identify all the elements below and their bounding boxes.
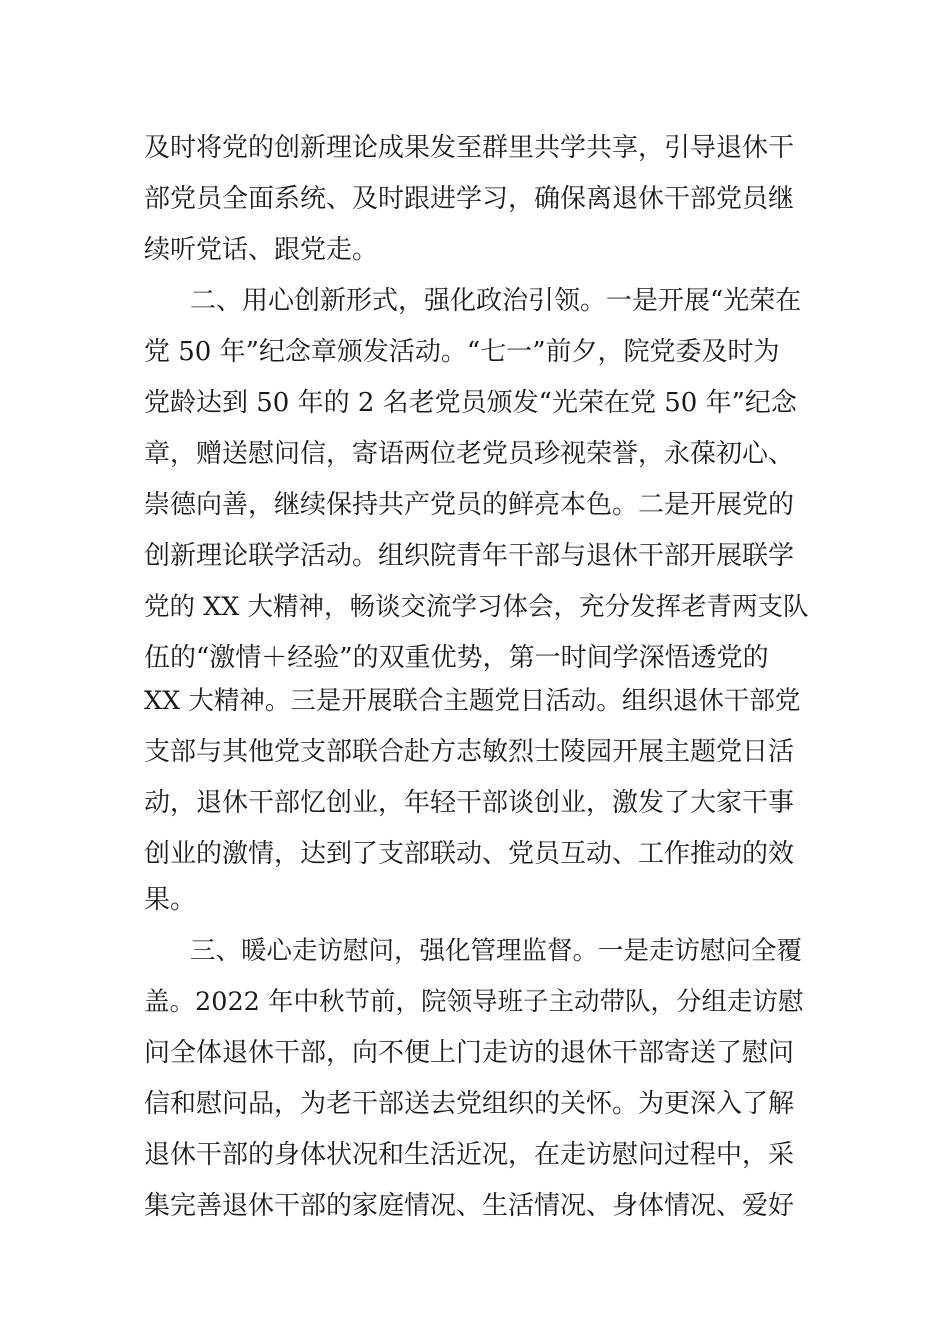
text-line: 党 50 年”纪念章颁发活动。“七一”前夕，院党委及时为	[144, 337, 780, 367]
text-line: 伍的“激情＋经验”的双重优势，第一时间学深悟透党的	[144, 643, 769, 673]
text-line: 崇德向善，继续保持共产党员的鲜亮本色。二是开展党的	[144, 490, 795, 520]
text-line: 信和慰问品，为老干部送去党组织的关怀。为更深入了解	[144, 1089, 795, 1119]
text-line: 党的 XX 大精神，畅谈交流学习体会，充分发挥老青两支队	[144, 592, 809, 622]
text-line: 果。	[144, 885, 197, 915]
paragraph-start-line: 三、暖心走访慰问，强化管理监督。一是走访慰问全覆	[190, 936, 803, 966]
text-line: 党龄达到 50 年的 2 名老党员颁发“光荣在党 50 年”纪念	[144, 388, 797, 418]
text-line: 部党员全面系统、及时跟进学习，确保离退休干部党员继	[144, 184, 795, 214]
text-line: 动，退休干部忆创业，年轻干部谈创业，激发了大家干事	[144, 788, 795, 818]
text-line: 章，赠送慰问信，寄语两位老党员珍视荣誉，永葆初心、	[144, 439, 795, 469]
text-line: XX 大精神。三是开展联合主题党日活动。组织退休干部党	[144, 686, 801, 716]
text-line: 退休干部的身体状况和生活近况，在走访慰问过程中，采	[144, 1140, 795, 1170]
text-line: 创业的激情，达到了支部联动、党员互动、工作推动的效	[144, 839, 795, 869]
text-line: 问全体退休干部，向不便上门走访的退休干部寄送了慰问	[144, 1038, 795, 1068]
text-line: 盖。2022 年中秋节前，院领导班子主动带队，分组走访慰	[144, 987, 804, 1017]
text-line: 及时将党的创新理论成果发至群里共学共享，引导退休干	[144, 133, 795, 163]
text-line: 集完善退休干部的家庭情况、生活情况、身体情况、爱好	[144, 1191, 795, 1221]
text-line: 支部与其他党支部联合赴方志敏烈士陵园开展主题党日活	[144, 737, 795, 767]
text-line: 创新理论联学活动。组织院青年干部与退休干部开展联学	[144, 541, 795, 571]
paragraph-start-line: 二、用心创新形式，强化政治引领。一是开展“光荣在	[190, 286, 802, 316]
text-line: 续听党话、跟党走。	[144, 235, 379, 265]
